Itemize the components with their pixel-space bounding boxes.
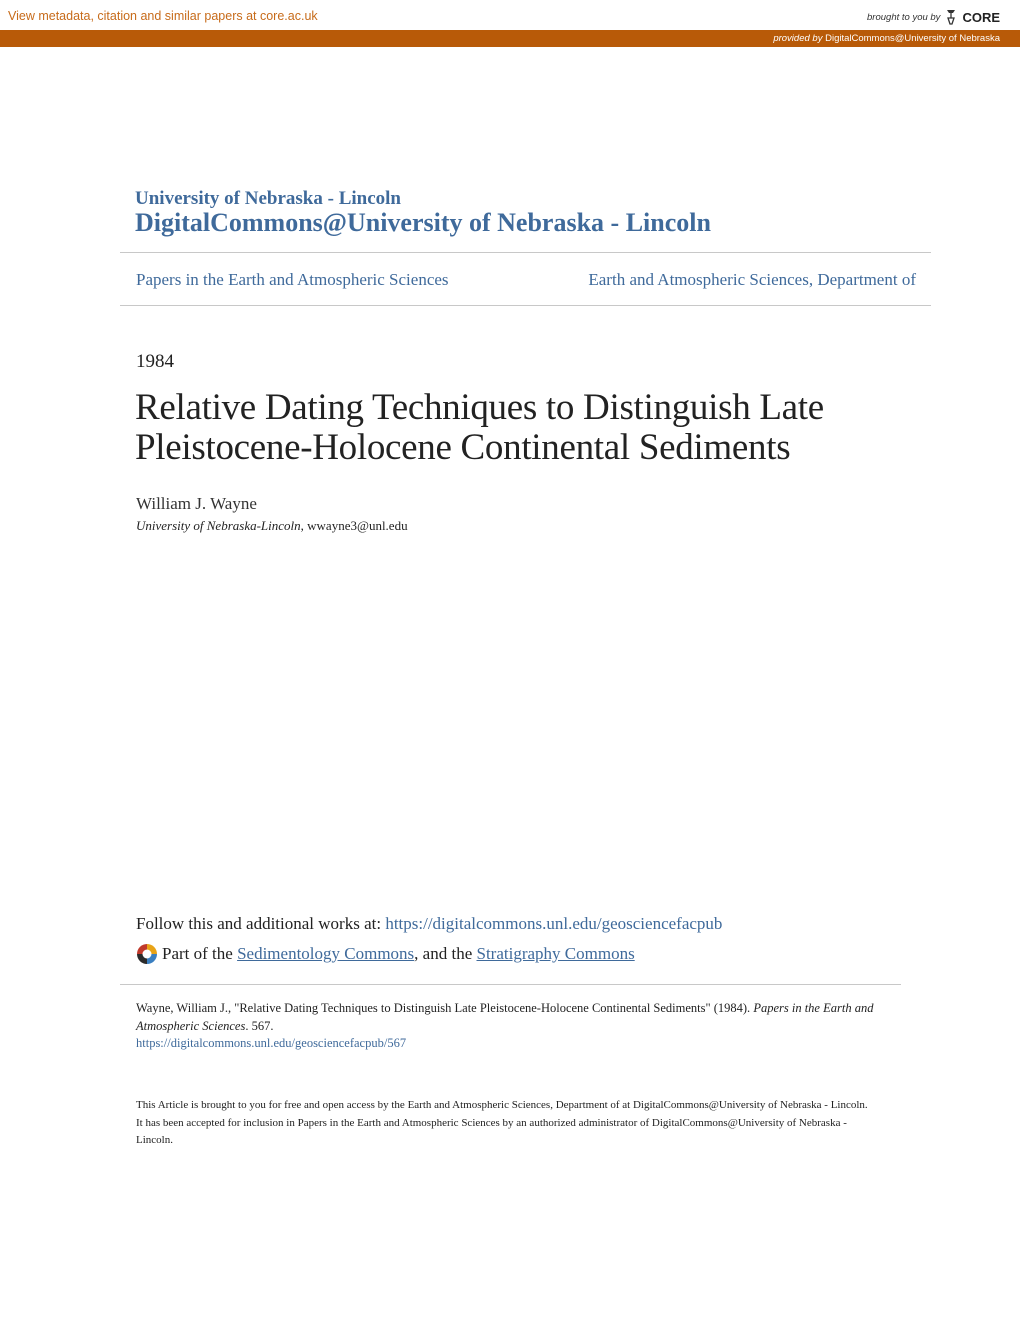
collection-url-link[interactable]: https://digitalcommons.unl.edu/geosciencefacpub: [385, 914, 723, 933]
citation-text: Wayne, William J., "Relative Dating Techniques to Distinguish Late Pleistocene-Holocene Continental Sediments" (1984).: [136, 1001, 754, 1015]
sedimentology-commons-link[interactable]: Sedimentology Commons: [237, 944, 415, 963]
bepress-commons-icon: [136, 943, 158, 965]
metadata-prefix: View metadata, citation and similar papers at: [8, 9, 260, 23]
stratigraphy-commons-link[interactable]: Stratigraphy Commons: [476, 944, 635, 963]
author-email: wwayne3@unl.edu: [307, 518, 408, 533]
provider-name[interactable]: DigitalCommons@University of Nebraska: [825, 33, 1000, 44]
provider-bar: [0, 30, 1020, 47]
recommended-citation: [136, 1000, 886, 1053]
metadata-notice: [8, 9, 318, 23]
part-of-line: [136, 943, 635, 965]
provided-by-label: provided by: [773, 33, 826, 44]
publication-year: 1984: [136, 351, 174, 372]
part-of-middle: , and the: [414, 944, 473, 963]
citation-journal: Papers in the Earth and Atmospheric Sciences: [136, 1001, 874, 1033]
author-name: William J. Wayne: [136, 494, 257, 513]
citation-number: . 567.: [245, 1018, 274, 1033]
follow-label: Follow this and additional works at:: [136, 914, 386, 933]
series-link[interactable]: Papers in the Earth and Atmospheric Sciences: [136, 270, 449, 289]
divider-citation: [120, 984, 901, 985]
author-affiliation: [136, 518, 408, 534]
follow-line: [136, 914, 722, 934]
brought-label: brought to you by: [867, 11, 941, 23]
provider-text: [773, 33, 1000, 44]
department-link[interactable]: Earth and Atmospheric Sciences, Department of: [588, 270, 916, 289]
access-notice: This Article is brought to you for free and open access by the Earth and Atmospheric Sciences, Department of at DigitalCommons@University of Nebraska - Lincoln. It has been accepted for inclusion in Papers in the Earth and Atmospheric Sciences by an authorized administrator of DigitalCommons@University of Nebraska - Lincoln.: [136, 1099, 868, 1146]
affiliation-name: University of Nebraska-Lincoln: [136, 518, 301, 533]
core-link[interactable]: core.ac.uk: [259, 9, 318, 23]
citation-url-link[interactable]: https://digitalcommons.unl.edu/geosciencefacpub/567: [136, 1036, 407, 1050]
university-name[interactable]: University of Nebraska - Lincoln: [135, 188, 401, 209]
core-topbar: [0, 0, 1020, 30]
part-of-prefix: Part of the: [162, 944, 233, 963]
divider-top: [120, 252, 931, 253]
divider-bottom: [120, 305, 931, 306]
article-title: Relative Dating Techniques to Distinguish Late Pleistocene-Holocene Continental Sediments: [135, 387, 824, 468]
core-logo-icon: [944, 8, 958, 26]
repository-name[interactable]: DigitalCommons@University of Nebraska - Lincoln: [135, 208, 711, 237]
core-label: CORE: [962, 9, 1000, 25]
brought-by-core[interactable]: [867, 8, 1000, 26]
email-separator: ,: [300, 518, 308, 533]
